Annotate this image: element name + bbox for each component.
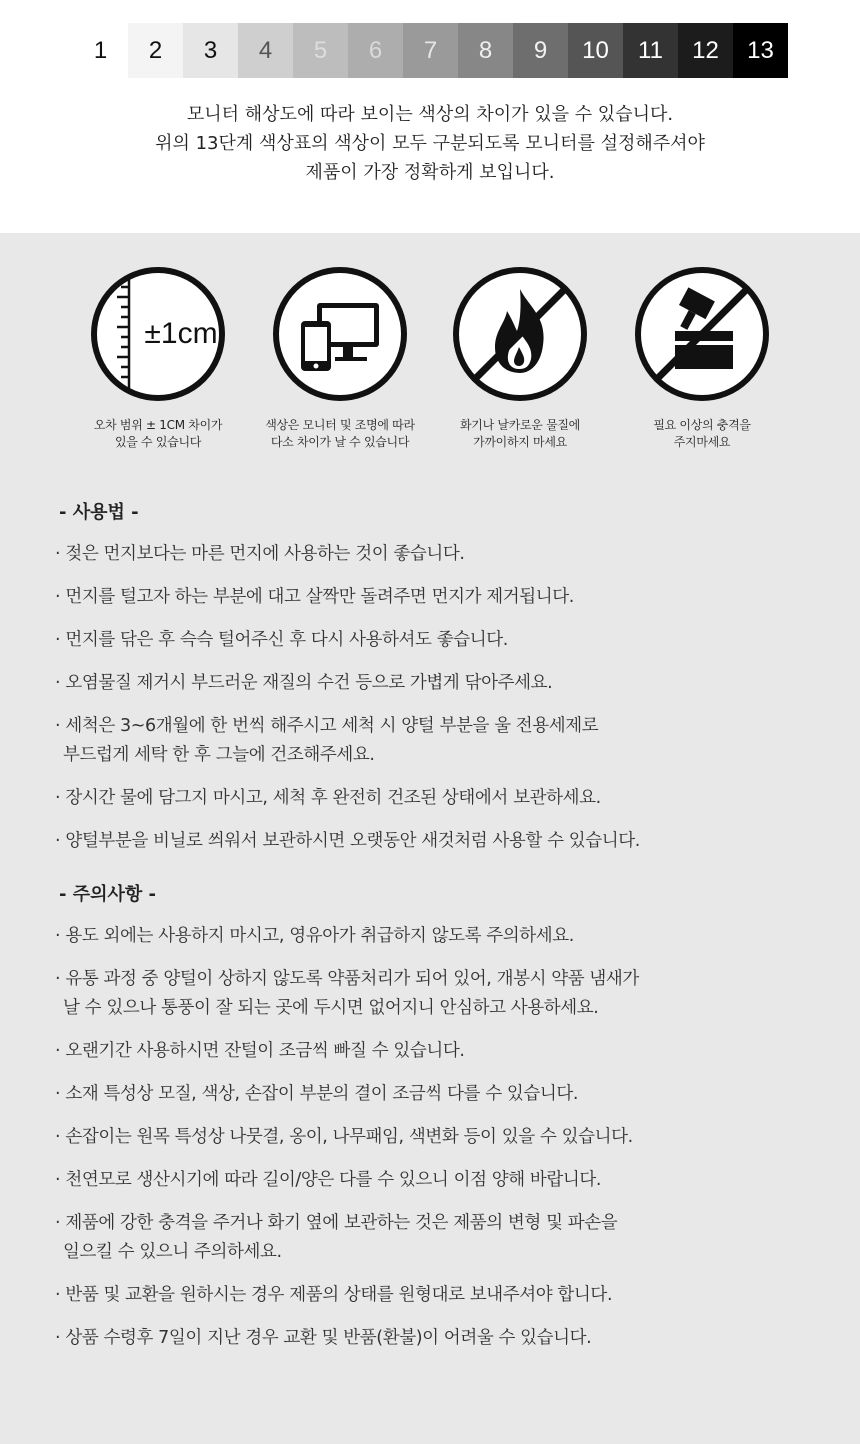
caption-line: 가까이하지 마세요 bbox=[473, 435, 567, 449]
notice-line: 모니터 해상도에 따라 보이는 색상의 차이가 있을 수 있습니다. bbox=[186, 104, 674, 125]
color-swatch: 13 bbox=[733, 23, 788, 78]
no-impact-icon bbox=[633, 265, 771, 403]
notice-line: 위의 13단계 색상표의 색상이 모두 구분되도록 모니터를 설정해주셔야 bbox=[155, 133, 705, 154]
list-item-line: 부드럽게 세탁 한 후 그늘에 건조해주세요. bbox=[63, 745, 375, 765]
list-item-line: · 먼지를 닦은 후 슥슥 털어주신 후 다시 사용하셔도 좋습니다. bbox=[55, 630, 508, 650]
list-item-line: 일으킬 수 있으니 주의하세요. bbox=[63, 1242, 282, 1262]
caption-line: 주지마세요 bbox=[673, 435, 731, 449]
instructions bbox=[55, 498, 835, 1367]
color-swatch: 8 bbox=[458, 23, 513, 78]
list-item bbox=[55, 1324, 835, 1353]
ruler-icon bbox=[89, 265, 227, 403]
no-fire-icon bbox=[451, 265, 589, 403]
list-item-line: · 장시간 물에 담그지 마시고, 세척 후 완전히 건조된 상태에서 보관하세요. bbox=[55, 788, 601, 808]
color-swatch: 12 bbox=[678, 23, 733, 78]
color-swatch: 9 bbox=[513, 23, 568, 78]
caption-line: 필요 이상의 충격을 bbox=[653, 418, 751, 432]
list-item-line: · 제품에 강한 충격을 주거나 화기 옆에 보관하는 것은 제품의 변형 및 파손을 bbox=[55, 1213, 618, 1233]
list-item-line: · 반품 및 교환을 원하시는 경우 제품의 상태를 원형대로 보내주셔야 합니다. bbox=[55, 1285, 613, 1305]
list-item bbox=[55, 784, 835, 813]
list-item-line: · 손잡이는 원목 특성상 나뭇결, 옹이, 나무패임, 색변화 등이 있을 수 있습니다. bbox=[55, 1127, 633, 1147]
icon-caption bbox=[250, 417, 430, 451]
color-swatch: 5 bbox=[293, 23, 348, 78]
list-item-line: · 오염물질 제거시 부드러운 재질의 수건 등으로 가볍게 닦아주세요. bbox=[55, 673, 553, 693]
list-item-line: · 오랜기간 사용하시면 잔털이 조금씩 빠질 수 있습니다. bbox=[55, 1041, 465, 1061]
color-swatch: 4 bbox=[238, 23, 293, 78]
color-guide-section bbox=[0, 0, 860, 233]
icon-caption bbox=[612, 417, 792, 451]
caption-line: 다소 차이가 날 수 있습니다 bbox=[270, 435, 410, 449]
color-swatch: 7 bbox=[403, 23, 458, 78]
color-swatch: 3 bbox=[183, 23, 238, 78]
icon-caption bbox=[430, 417, 610, 451]
monitor-notice bbox=[0, 100, 860, 187]
color-swatch: 11 bbox=[623, 23, 678, 78]
usage-title: - 사용법 - bbox=[59, 502, 139, 523]
ruler-label: ±1cm bbox=[144, 317, 218, 350]
icon-caption bbox=[68, 417, 248, 451]
list-item-line: · 상품 수령후 7일이 지난 경우 교환 및 반품(환불)이 어려울 수 있습니다. bbox=[55, 1328, 592, 1348]
caution-title: - 주의사항 - bbox=[59, 884, 157, 905]
list-item bbox=[55, 1123, 835, 1152]
icon-cell-devices bbox=[250, 265, 430, 451]
list-item bbox=[55, 583, 835, 612]
list-item-line: · 젖은 먼지보다는 마른 먼지에 사용하는 것이 좋습니다. bbox=[55, 544, 465, 564]
color-swatch: 10 bbox=[568, 23, 623, 78]
caution-list bbox=[55, 922, 835, 1353]
list-item bbox=[55, 1209, 835, 1267]
caption-line: 색상은 모니터 및 조명에 따라 bbox=[265, 418, 415, 432]
list-item bbox=[55, 965, 835, 1023]
color-scale bbox=[73, 23, 788, 78]
color-swatch: 6 bbox=[348, 23, 403, 78]
color-swatch: 1 bbox=[73, 23, 128, 78]
list-item bbox=[55, 626, 835, 655]
color-swatch: 2 bbox=[128, 23, 183, 78]
devices-icon bbox=[271, 265, 409, 403]
list-item-line: · 세척은 3~6개월에 한 번씩 해주시고 세척 시 양털 부분을 울 전용세제로 bbox=[55, 716, 599, 736]
icon-cell-no-impact bbox=[612, 265, 792, 451]
list-item bbox=[55, 1281, 835, 1310]
list-item bbox=[55, 1080, 835, 1109]
list-item-line: · 소재 특성상 모질, 색상, 손잡이 부분의 결이 조금씩 다를 수 있습니다. bbox=[55, 1084, 579, 1104]
caption-line: 오차 범위 ± 1CM 차이가 bbox=[93, 418, 223, 432]
list-item-line: · 유통 과정 중 양털이 상하지 않도록 약품처리가 되어 있어, 개봉시 약품 냄새가 bbox=[55, 969, 639, 989]
section-gap bbox=[55, 870, 835, 880]
usage-list bbox=[55, 540, 835, 856]
list-item bbox=[55, 669, 835, 698]
list-item bbox=[55, 922, 835, 951]
list-item-line: · 양털부분을 비닐로 씌워서 보관하시면 오랫동안 새것처럼 사용할 수 있습니다. bbox=[55, 831, 640, 851]
list-item-line: 날 수 있으나 통풍이 잘 되는 곳에 두시면 없어지니 안심하고 사용하세요. bbox=[63, 998, 599, 1018]
icon-cell-no-fire bbox=[430, 265, 610, 451]
list-item-line: · 먼지를 털고자 하는 부분에 대고 살짝만 돌려주면 먼지가 제거됩니다. bbox=[55, 587, 574, 607]
list-item-line: · 용도 외에는 사용하지 마시고, 영유아가 취급하지 않도록 주의하세요. bbox=[55, 926, 574, 946]
caption-line: 있을 수 있습니다 bbox=[114, 435, 202, 449]
care-panel bbox=[0, 233, 860, 1444]
icon-cell-ruler bbox=[68, 265, 248, 451]
list-item bbox=[55, 540, 835, 569]
list-item bbox=[55, 712, 835, 770]
list-item bbox=[55, 1166, 835, 1195]
notice-line: 제품이 가장 정확하게 보입니다. bbox=[305, 162, 555, 183]
list-item bbox=[55, 827, 835, 856]
list-item bbox=[55, 1037, 835, 1066]
care-icons bbox=[0, 265, 860, 465]
list-item-line: · 천연모로 생산시기에 따라 길이/양은 다를 수 있으니 이점 양해 바랍니다. bbox=[55, 1170, 602, 1190]
caption-line: 화기나 날카로운 물질에 bbox=[460, 418, 580, 432]
